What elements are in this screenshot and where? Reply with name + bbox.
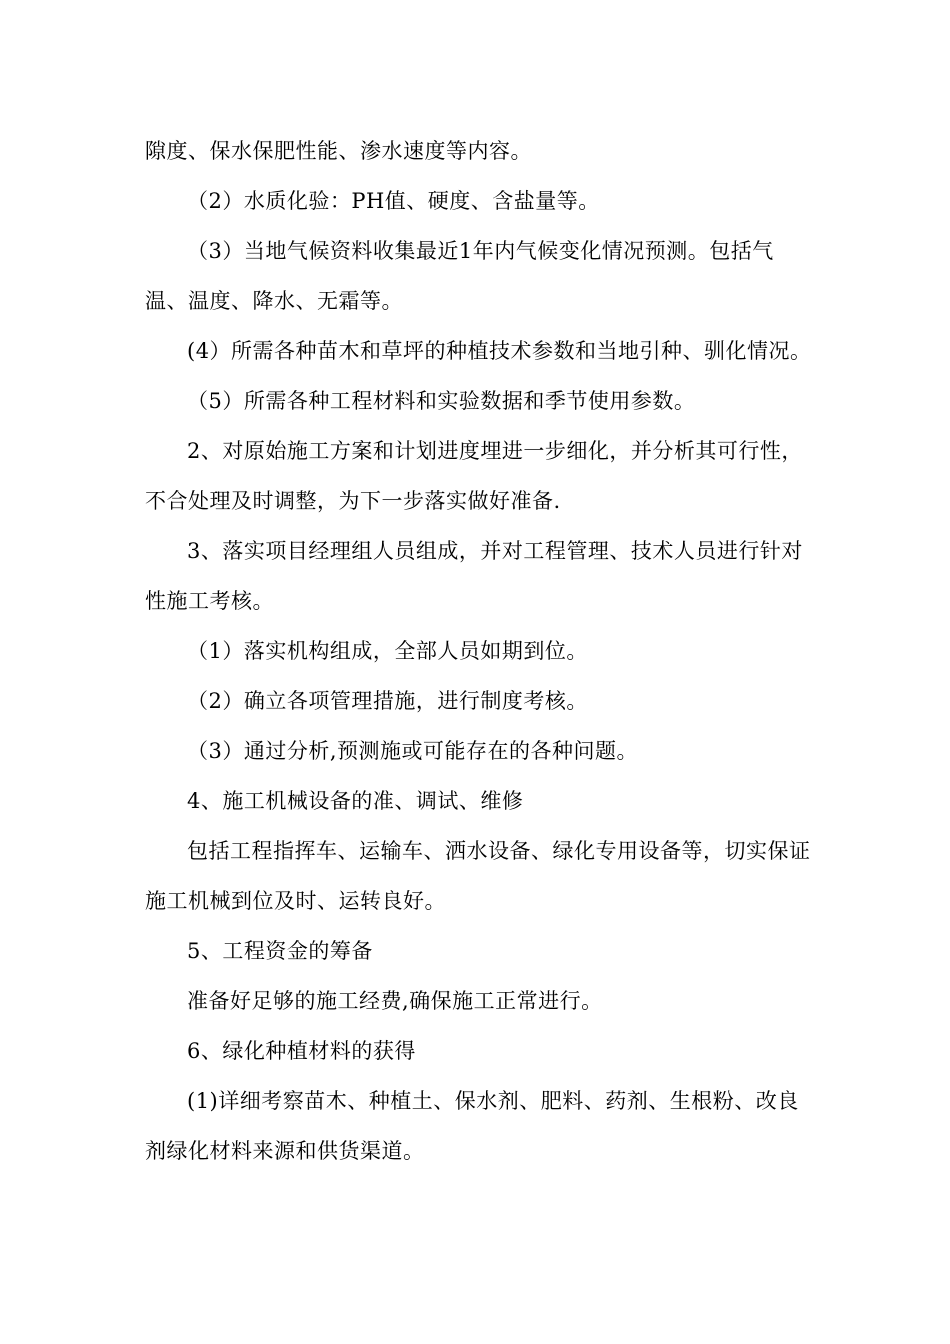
paragraph: 3、落实项目经理组人员组成，并对工程管理、技术人员进行针对性施工考核。: [145, 539, 803, 613]
paragraph: (1)详细考察苗木、种植土、保水剂、肥料、药剂、生根粉、改良剂绿化材料来源和供货渠道。: [145, 1089, 799, 1163]
paragraph: （3）当地气候资料收集最近1年内气候变化情况预测。包括气温、温度、降水、无霜等。: [145, 239, 774, 313]
section-heading: 4、施工机械设备的准、调试、维修: [187, 789, 524, 813]
paragraph: （2）水质化验：PH值、硬度、含盐量等。: [187, 189, 600, 213]
document-body: [145, 126, 815, 1176]
paragraph: (4）所需各种苗木和草坪的种植技术参数和当地引种、驯化情况。: [187, 339, 812, 363]
paragraph: 准备好足够的施工经费,确保施工正常进行。: [187, 989, 603, 1013]
paragraph: （5）所需各种工程材料和实验数据和季节使用参数。: [187, 389, 696, 413]
section-heading: 5、工程资金的筹备: [187, 939, 373, 963]
paragraph: （2）确立各项管理措施，进行制度考核。: [187, 689, 588, 713]
paragraph: （1）落实机构组成，全部人员如期到位。: [187, 639, 588, 663]
section-heading: 6、绿化种植材料的获得: [187, 1039, 416, 1063]
paragraph: （3）通过分析,预测施或可能存在的各种问题。: [187, 739, 639, 763]
paragraph: 2、对原始施工方案和计划进度埋进一步细化，并分析其可行性，不合处理及时调整，为下一步落实做好准备.: [145, 439, 803, 513]
paragraph: 隙度、保水保肥性能、渗水速度等内容。: [145, 139, 532, 163]
paragraph: 包括工程指挥车、运输车、洒水设备、绿化专用设备等，切实保证施工机械到位及时、运转良好。: [145, 839, 811, 913]
